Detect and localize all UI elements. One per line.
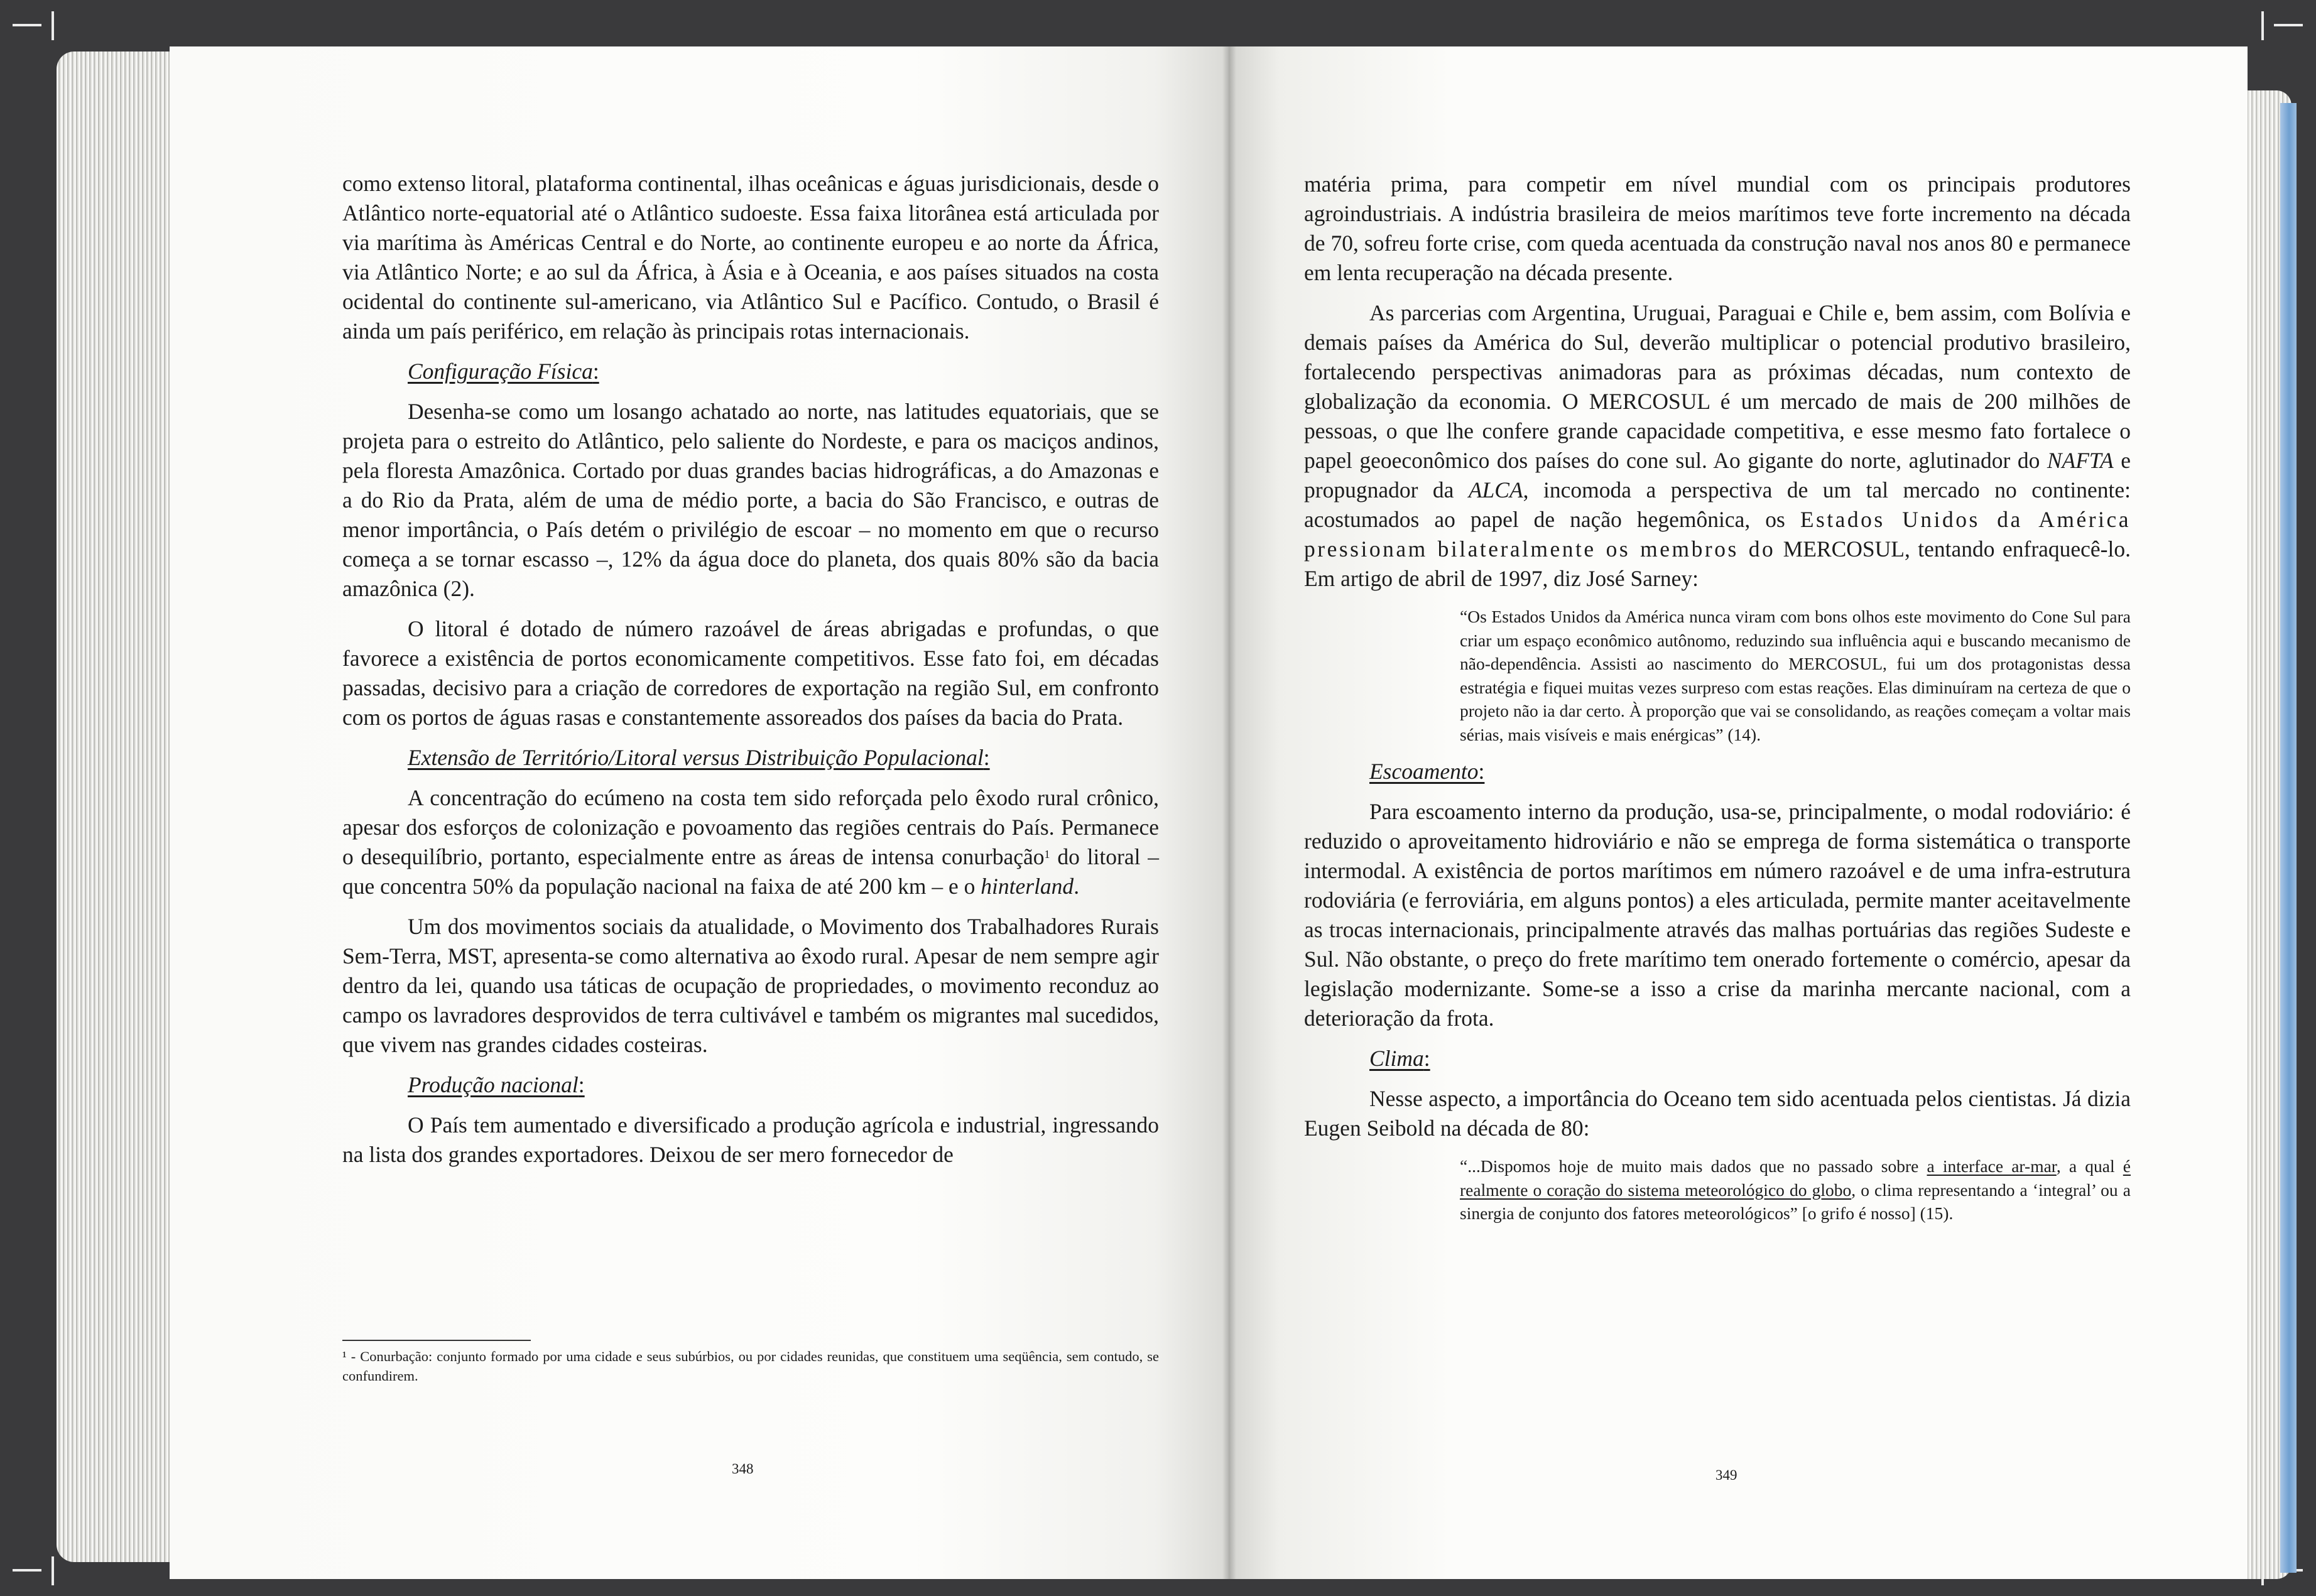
subheading-escoamento: Escoamento: (1369, 759, 1485, 784)
crop-mark (2274, 24, 2303, 26)
block-quote-seibold: “...Dispomos hoje de muito mais dados que no passado sobre a interface ar-mar, a qual é realmente o coração do sistema meteorológico do globo, o clima representando a ‘integral’ ou a sinergia de conjunto dos fatores meteorológicos” [o grifo é nosso] (15). (1460, 1156, 2131, 1223)
footnote: ¹ - Conurbação: conjunto formado por uma cidade e seus subúrbios, ou por cidades reunidas, que constituem uma seqüência, sem contudo, se confundirem. (342, 1349, 1159, 1384)
block-quote-sarney: “Os Estados Unidos da América nunca viram com bons olhos este movimento do Cone Sul para criar um espaço econômico autônomo, reduzindo sua influência aqui e buscando mecanismo de não-dependência. Assisti ao nascimento do MERCOSUL, fui um dos protagonistas dessa estratégia e fiquei muitas vezes surpreso com estas reações. Elas diminuíram na certeza de que o projeto não ia dar certo. À proporção que vai se consolidando, as reações começam a voltar mais sérias, mais visíveis e mais enérgicas” (14). (1460, 607, 2131, 744)
subheading-configuracao-fisica: Configuração Física: (408, 359, 599, 384)
alca-term: ALCA (1468, 477, 1523, 502)
page-edge-tint (2280, 103, 2297, 1573)
paragraph: Para escoamento interno da produção, usa-se, principalmente, o modal rodoviário: é reduzido o aproveitamento hidroviário e não se emprega de forma sistemática o transporte intermodal. A existência de portos marítimos em número razoável e de uma infra-estrutura rodoviária (e ferroviária, em alguns pontos) a eles articulada, permite manter aceitavelmente as trocas internacionais, principalmente através das malhas portuárias das regiões Sudeste e Sul. Não obstante, o preço do frete marítimo tem onerado fortemente o comércio, apesar da legislação modernizante. Some-se a isso a crise da marinha mercante nacional, com a deterioração da frota. (1304, 799, 2131, 1031)
paragraph: O litoral é dotado de número razoável de áreas abrigadas e profundas, o que favorece a existência de portos economicamente competitivos. Esse fato foi, em décadas passadas, decisivo para a criação de corredores de exportação na região Sul, em confronto com os portos de águas rasas e constantemente assoreados dos países da bacia do Prata. (342, 616, 1159, 730)
footnote-reference: 1 (1044, 848, 1050, 860)
crop-mark (2261, 11, 2264, 40)
page-edges-left (57, 52, 182, 1562)
book-gutter (1222, 46, 1236, 1579)
crop-mark (13, 24, 41, 26)
page-number: 349 (1715, 1467, 1737, 1483)
paragraph: como extenso litoral, plataforma continental, ilhas oceânicas e águas jurisdicionais, desde o Atlântico norte-equatorial até o Atlântico sudoeste. Essa faixa litorânea está articulada por via marítima às Américas Central e do Norte, ao continente europeu e ao norte da África, via Atlântico Norte; e ao sul da África, à Ásia e à Oceania, e aos países situados na costa ocidental do continente sul-americano, via Atlântico Sul e Pacífico. Contudo, o Brasil é ainda um país periférico, em relação às principais rotas internacionais. (342, 171, 1159, 344)
paragraph: A concentração do ecúmeno na costa tem sido reforçada pelo êxodo rural crônico, apesar dos esforços de colonização e povoamento das regiões centrais do País. Permanece o desequilíbrio, portanto, especialmente entre as áreas de intensa conurbação$^1$ do litoral – que concentra 50% da população nacional na faixa de até 200 km – e o hinterland. (342, 785, 1159, 899)
paragraph: Um dos movimentos sociais da atualidade, o Movimento dos Trabalhadores Rurais Sem-Terra, MST, apresenta-se como alternativa ao êxodo rural. Apesar de nem sempre agir dentro da lei, quando usa táticas de ocupação de propriedades, o movimento reconduz ao campo os lavradores desprovidos de terra cultivável e também os migrantes mal sucedidos, que vivem nas grandes cidades costeiras. (342, 914, 1159, 1057)
subheading-clima: Clima: (1369, 1046, 1430, 1071)
paragraph: O País tem aumentado e diversificado a produção agrícola e industrial, ingressando na lista dos grandes exportadores. Deixou de ser mero fornecedor de (342, 1112, 1159, 1167)
crop-mark (13, 1569, 41, 1572)
open-book (57, 46, 2293, 1579)
crop-mark (52, 1556, 54, 1585)
left-page (170, 46, 1229, 1579)
paragraph: Desenha-se como um losango achatado ao norte, nas latitudes equatoriais, que se projeta para o estreito do Atlântico, pelo saliente do Nordeste, e para os maciços andinos, pela floresta Amazônica. Cortado por duas grandes bacias hidrográficas, a do Amazonas e a do Rio da Prata, além de uma de médio porte, a bacia do São Francisco, e outras de menor importância, o País detém o privilégio de escoar – no momento em que o recurso começa a se tornar escasso –, 12% da água doce do planeta, dos quais 80% são da bacia amazônica (2). (342, 399, 1159, 601)
right-page (1229, 46, 2248, 1579)
paragraph: As parcerias com Argentina, Uruguai, Paraguai e Chile e, bem assim, com Bolívia e demais países da América do Sul, deverão multiplicar o potencial produtivo brasileiro, fortalecendo perspectivas animadoras para as próximas décadas, num contexto de globalização da economia. O MERCOSUL é um mercado de mais de 200 milhões de pessoas, o que lhe confere grande capacidade competitiva, e esse mesmo fato fortalece o papel geoeconômico dos países do cone sul. Ao gigante do norte, aglutinador do NAFTA e propugnador da ALCA, incomoda a perspectiva de um tal mercado no continente: acostumados ao papel de nação hegemônica, os Estados Unidos da América pressionam bilateralmente os membros do MERCOSUL, tentando enfraquecê-lo. Em artigo de abril de 1997, diz José Sarney: (1304, 300, 2131, 591)
page-number: 348 (732, 1461, 754, 1477)
subheading-producao-nacional: Produção nacional: (408, 1072, 585, 1097)
right-page-body (1304, 170, 2131, 1232)
paragraph: Nesse aspecto, a importância do Oceano tem sido acentuada pelos cientistas. Já dizia Eugen Seibold na década de 80: (1304, 1086, 2131, 1141)
crop-mark (52, 11, 54, 40)
footnote-divider (342, 1340, 531, 1341)
hinterland-term: hinterland (981, 874, 1074, 899)
subheading-extensao-territorio: Extensão de Território/Litoral versus Distribuição Populacional: (408, 745, 990, 770)
nafta-term: NAFTA (2047, 448, 2114, 473)
paragraph: matéria prima, para competir em nível mundial com os principais produtores agroindustriais. A indústria brasileira de meios marítimos teve forte incremento na década de 70, sofreu forte crise, com queda acentuada da construção naval nos anos 80 e permanece em lenta recuperação na década presente. (1304, 171, 2131, 285)
left-page-body (342, 169, 1159, 1170)
